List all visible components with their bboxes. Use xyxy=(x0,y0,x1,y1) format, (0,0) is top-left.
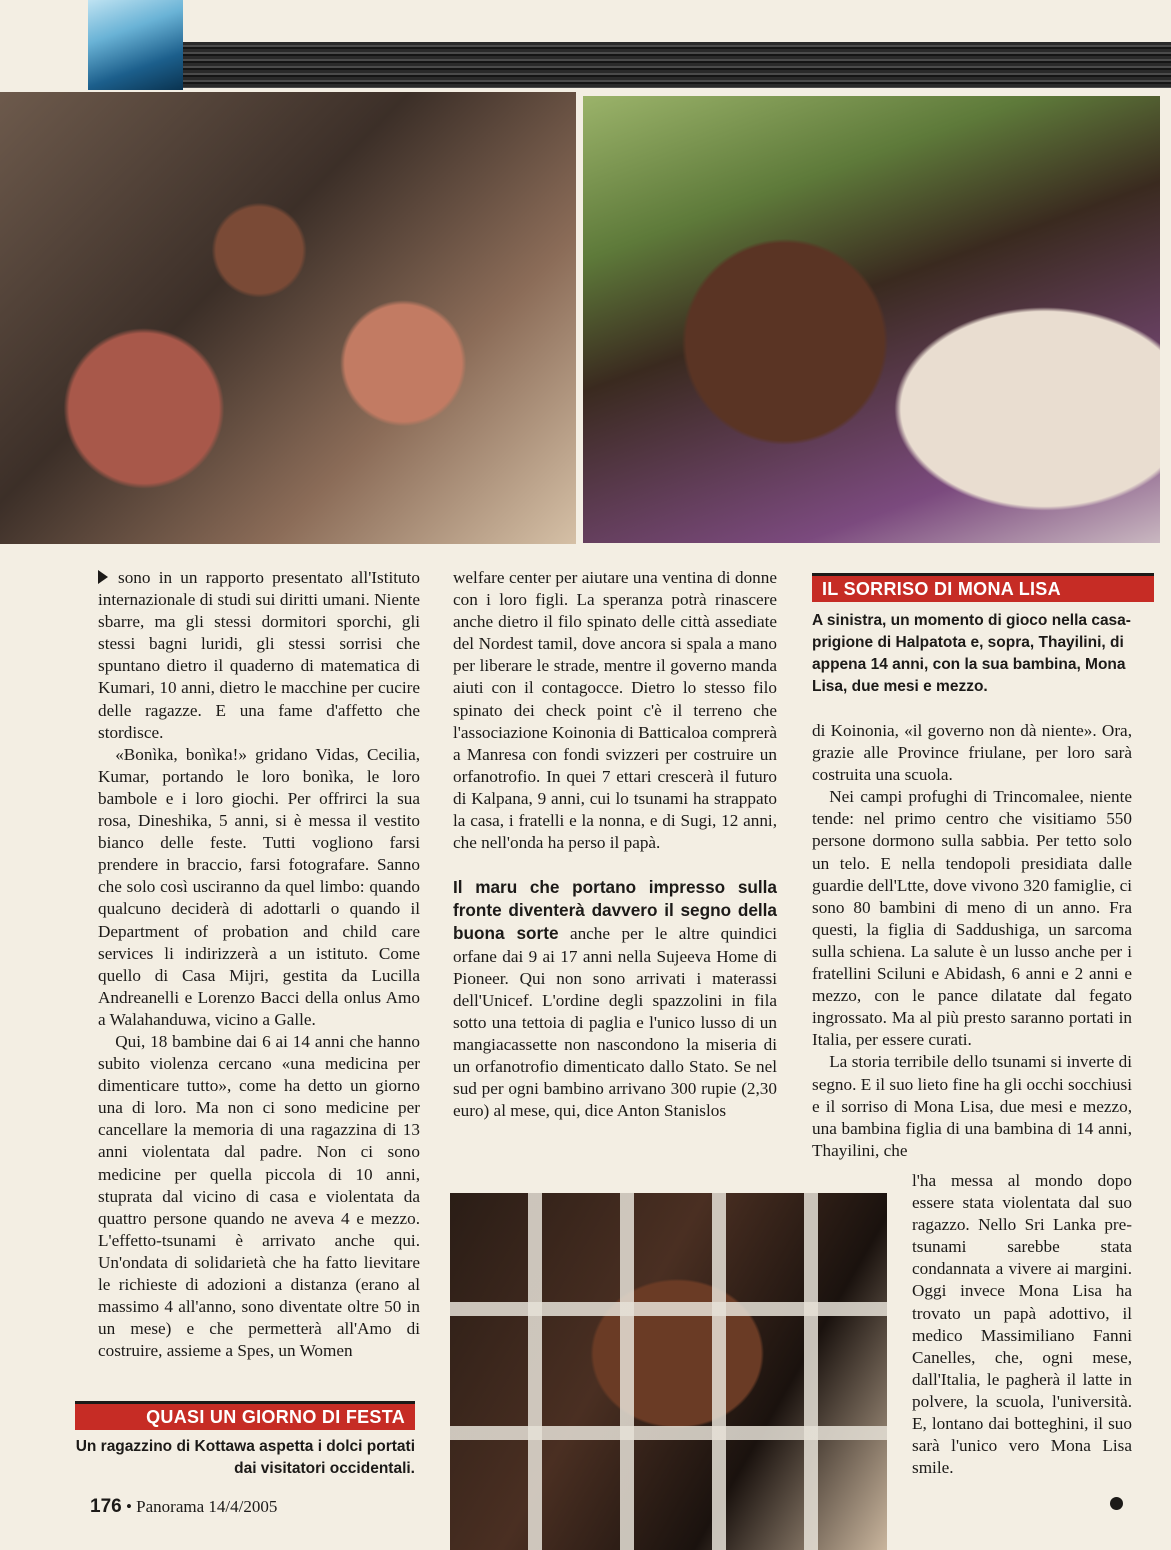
children-photo xyxy=(0,92,576,544)
article-paragraph: La storia terribile dello tsunami si inverte di segno. E il suo lieto fine ha gli occhi socchiusi e il sorriso di Mona Lisa, due mesi e mezzo, una bambina figlia di una bambina di 14 anni, Thayilini, che xyxy=(812,1052,1132,1160)
caption-title: IL SORRISO DI MONA LISA xyxy=(812,576,1154,602)
bold-lead-in: Il maru che portano impresso sulla fronte diventerà davvero il segno della buona sorte xyxy=(453,877,777,944)
caption-box-mona-lisa xyxy=(812,576,1154,698)
publication-name: Panorama xyxy=(136,1497,205,1516)
continuation-arrow-icon xyxy=(98,570,108,584)
window-bars xyxy=(450,1193,887,1550)
publication-date: 14/4/2005 xyxy=(208,1497,278,1516)
article-column-1 xyxy=(98,567,420,1362)
mother-baby-photo xyxy=(583,96,1160,543)
article-column-3-continued xyxy=(912,1170,1132,1479)
article-column-3 xyxy=(812,720,1132,1162)
girl-behind-bars-photo xyxy=(450,1193,887,1550)
article-paragraph: Nei campi profughi di Trincomalee, niente tende: nel primo centro che visitiamo 550 persone dormono sulla sabbia. Per tetto solo un telo. E nella tendopoli presidiata dalle guardie dell'Ltte, dove vivono 320 famiglie, ci sono 80 bambini di meno di un anno. Fra questi, la figlia di Saddushiga, un sarcoma sulla schiena. La salute è un lusso anche per i fratellini Sciluni e Abidash, 6 anni e 2 anni e mezzo, con le pance dilatate dal fegato ingrossato. Ma al più presto saranno portati in Italia, per essere curati. xyxy=(812,787,1132,1050)
caption-box-festa xyxy=(75,1404,415,1480)
article-paragraph: l'ha messa al mondo dopo essere stata violentata dal suo ragazzo. Nello Sri Lanka pre-tsunami sarebbe stata condannata a vivere ai margini. Oggi invece Mona Lisa ha trovato un papà adottivo, il medico Massimiliano Fanni Canelles, che, ogni mese, dall'Italia, le pagherà il latte in polvere, la scuola, l'università. E, lontano dai botteghini, il suo sarà l'unico vero Mona Lisa smile. xyxy=(912,1171,1132,1478)
article-paragraph: di Koinonia, «il governo non dà niente». Ora, grazie alle Province friulane, per loro sarà costruita una scuola. xyxy=(812,721,1132,785)
footer-separator: • xyxy=(125,1497,132,1516)
header-bar xyxy=(183,42,1171,88)
article-paragraph: Il maru che portano impresso sulla fronte diventerà davvero il segno della buona sorte anche per le altre quindici orfane dai 9 ai 17 anni nella Sujeeva Home di Pioneer. Qui non sono arrivati i materassi dell'Unicef. L'ordine degli spazzolini in fila sotto una tettoia di paglia e l'unico lusso di un mangiacassette non nascondono la miseria di un orfanotrofio dimenticato dallo Stato. Se nel sud per ogni bambino arrivano 300 rupie (2,30 euro) al mese, qui, dice Anton Stanislos xyxy=(453,877,778,1121)
caption-text: A sinistra, un momento di gioco nella casa-prigione di Halpatota e, sopra, Thayilini, di appena 14 anni, con la sua bambina, Mona Lisa, due mesi e mezzo. xyxy=(812,612,1131,695)
page-footer xyxy=(90,1496,277,1518)
caption-title: QUASI UN GIORNO DI FESTA xyxy=(75,1404,415,1430)
article-paragraph: Qui, 18 bambine dai 6 ai 14 anni che hanno subito violenza cercano «una medicina per dimenticare tutto», come ha detto un giorno una di loro. Ma non ci sono medicine per cancellare la memoria di una ragazzina di 13 anni violentata dal padre. Non ci sono medicine per quella piccola di 10 anni, stuprata dal vicino di casa e violentata da quattro persone quando ne aveva 4 e mezzo. L'effetto-tsunami è arrivato anche qui. Un'ondata di solidarietà che ha fatto lievitare le richieste di adozioni a distanza (erano al massimo 4 all'anno, sono diventate oltre 50 in un mese) e che permetterà all'Amo di costruire, assieme a Spes, un Women xyxy=(98,1031,420,1361)
wave-icon xyxy=(88,0,183,90)
end-of-article-dot-icon xyxy=(1110,1497,1123,1510)
caption-text: Un ragazzino di Kottawa aspetta i dolci portati dai visitatori occidentali. xyxy=(75,1438,415,1477)
article-column-2 xyxy=(453,567,777,1122)
article-paragraph: sono in un rapporto presentato all'Istituto internazionale di studi sui diritti umani. Niente sbarre, ma gli stessi dormitori sporchi, gli stessi bagni luridi, gli stessi sorrisi che spuntano dietro il quaderno di matematica di Kumari, 10 anni, dietro le macchine per cucire delle ragazze. E una fame d'affetto che stordisce. xyxy=(98,568,420,742)
page-number: 176 xyxy=(90,1496,122,1517)
article-paragraph: «Bonìka, bonìka!» gridano Vidas, Cecilia, Kumar, portando le loro bonìka, le loro bambole e i loro giochi. Per offrirci la sua rosa, Dineshika, 5 anni, si è messa il vestito bianco delle feste. Tutti vogliono farsi prendere in braccio, farsi fotografare. Sanno che solo così usciranno da quel limbo: quando qualcuno deciderà di adottarli o quando il Department of probation and child care services li indirizzerà a un istituto. Come quello di Casa Mijri, gestita da Lucilla Andreanelli e Lorenzo Bacci della onlus Amo a Walahanduwa, vicino a Galle. xyxy=(98,744,420,1029)
article-paragraph: welfare center per aiutare una ventina di donne con i loro figli. La speranza potrà rinascere anche dietro il filo spinato delle città assediate del Nordest tamil, dove ancora si spala a mano per liberare le strade, mentre il governo manda aiuti con il contagocce. Dietro lo stesso filo spinato dei check point c'è il terreno che l'associazione Koinonia di Batticaloa comprerà a Manresa con fondi svizzeri per costruire un orfanotrofio. In quei 7 ettari crescerà il futuro di Kalpana, 9 anni, cui lo tsunami ha strappato la casa, i fratelli e la nonna, e di Sugi, 12 anni, che nell'onda ha perso il papà. xyxy=(453,568,777,853)
